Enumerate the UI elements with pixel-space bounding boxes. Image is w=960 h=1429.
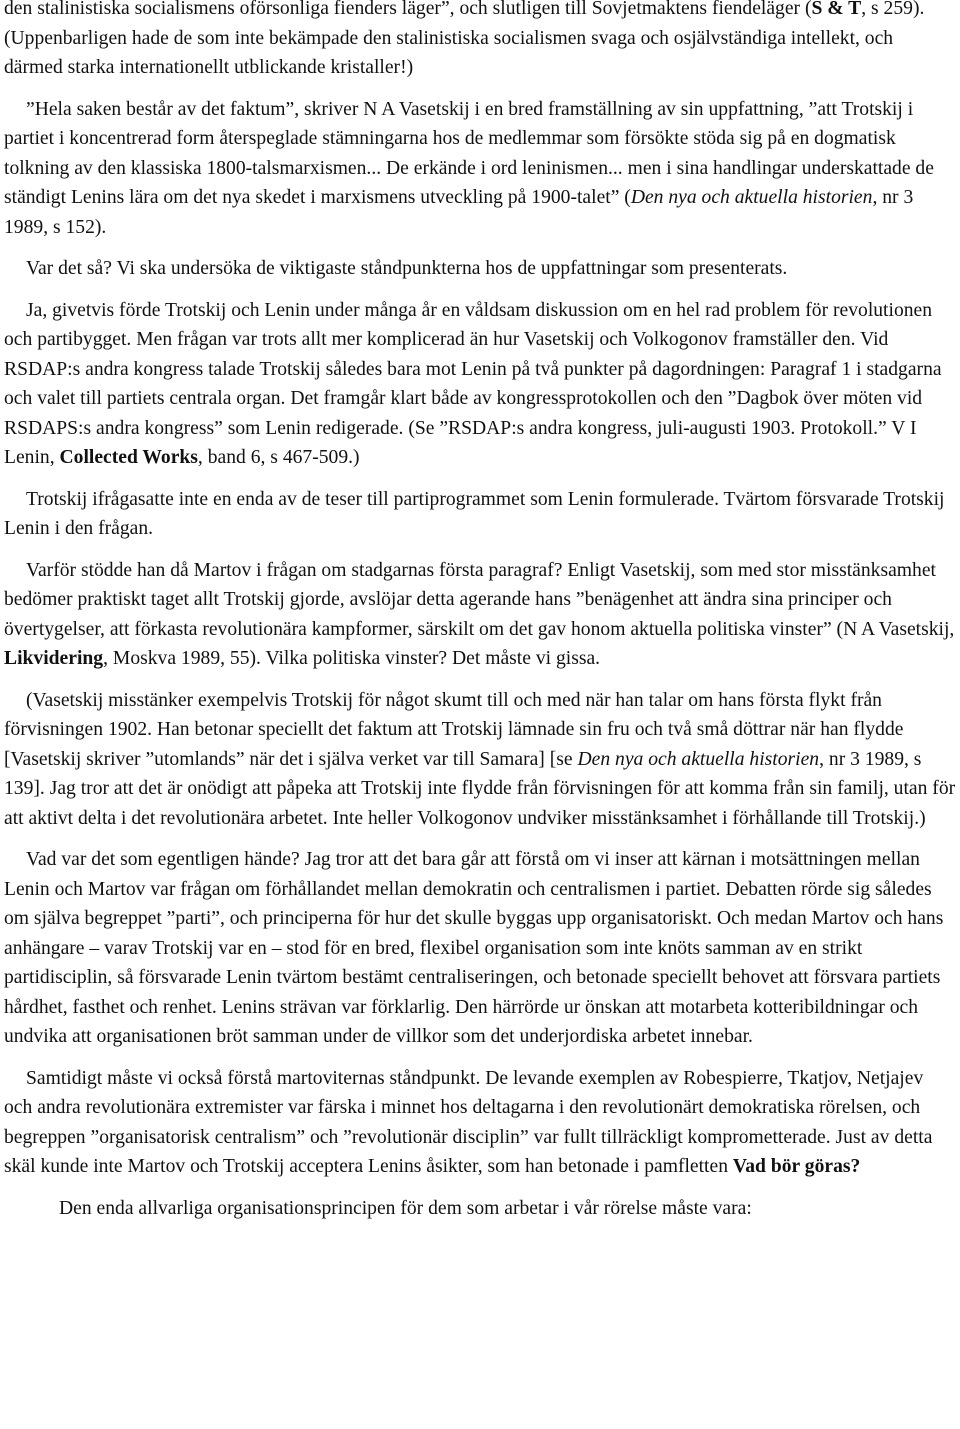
paragraph-congress [4,296,956,473]
paragraph-continuation [4,0,956,83]
text-run: , Moskva 1989, 55). Vilka politiska vinster? Det måste vi gissa. [103,648,601,669]
paragraph-what-happened [4,845,956,1052]
text-run: ”Hela saken består av det faktum”, skriver N A Vasetskij i en bred framställning av sin uppfattning, ”att Trotskij i partiet i koncentrerad form återspeglade stämningarna hos de medlemmar som försökte stöda sig på en dogmatisk tolkning av den klassiska 1800-talsmarxismen... De erkände i ord leninismen... men i sina handlingar underskattade de ständigt Lenins lära om det nya skedet i marxismens utveckling på 1900-talet” ( [4,98,934,208]
text-run: , nr 3 1989, s 139]. Jag tror att det är onödigt att påpeka att Trotskij inte flydde från förvisningen för att komma från sin familj, utan för att aktivt delta i det revolutionära arbetet. Inte heller Volkogonov undviker misstänksamhet i förhållande till Trotskij.) [4,748,956,829]
bold-pamphlet-title: Vad bör göras? [732,1156,861,1177]
text-run: den stalinistiska socialismens oförsonliga fienders läger”, och slutligen till Sovjetmaktens fiendeläger ( [4,0,812,19]
bold-source-abbrev: S & T [811,0,862,19]
paragraph-vasetskij-quote [4,95,956,243]
text-run: Ja, givetvis förde Trotskij och Lenin under många år en våldsam diskussion om en hel rad problem för revolutionen och partibygget. Men frågan var trots allt mer komplicerad än hur Vasetskij och Volkogonov framställer den. Vid RSDAP:s andra kongress talade Trotskij således bara mot Lenin på två punkter på dagordningen: Paragraf 1 i stadgarna och valet till partiets centrala organ. Det framgår klart både av kongressprotokollen och den ”Dagbok över möten vid RSDAPS:s andra kongress” som Lenin redigerade. (Se ”RSDAP:s andra kongress, juli-augusti 1903. Protokoll.” V I Lenin, [4,299,942,468]
bold-book-title: Likvidering [4,648,104,669]
italic-journal-title: Den nya och aktuella historien [577,748,820,770]
text-run: , s 259). (Uppenbarligen hade de som inte bekämpade den stalinistiska socialismen svaga och osjälvständiga intellekt, och därmed starka internationellt utblickande kristaller!) [4,0,925,78]
text-run: Var det så? Vi ska undersöka de viktigaste ståndpunkterna hos de uppfattningar som presenterats. [26,258,788,279]
text-run: , band 6, s 467-509.) [197,447,360,468]
text-run: Trotskij ifrågasatte inte en enda av de teser till partiprogrammet som Lenin formulerade. Tvärtom försvarade Trotskij Lenin i den frågan. [4,488,945,539]
text-run: , nr 3 1989, s 152). [4,187,914,238]
document-page [4,0,956,1223]
paragraph-escape-1902 [4,686,956,834]
paragraph-question [4,254,956,284]
paragraph-martov-support [4,556,956,674]
paragraph-principle [4,1194,956,1224]
text-run: Vad var det som egentligen hände? Jag tror att det bara går att förstå om vi inser att kärnan i motsättningen mellan Lenin och Martov var frågan om förhållandet mellan demokratin och centralismen i partiet. Debatten rörde sig således om själva begreppet ”parti”, och principerna för hur det skulle byggas upp organisatoriskt. Och medan Martov och hans anhängare – varav Trotskij var en – stod för en bred, flexibel organisation som inte knöts samman av en strikt partidisciplin, så försvarade Lenin tvärtom bestämt centraliseringen, och betonade speciellt behovet att försvara partiets hårdhet, fasthet och renhet. Lenins strävan var förklarlig. Den härrörde ur önskan att motarbeta kotteribildningar och undvika att organisationen bröt samman under de villkor som det underjordiska arbetet innebar. [4,849,944,1047]
text-run: Samtidigt måste vi också förstå martoviternas ståndpunkt. De levande exemplen av Robespierre, Tkatjov, Netjajev och andra revolutionära extremister var färska i minnet hos deltagarna i den revolutionärt demokratiska rörelsen, och begreppen ”organisatorisk centralism” och ”revolutionär disciplin” var fullt tillräckligt komprometterade. Just av detta skäl kunde inte Martov och Trotskij acceptera Lenins åsikter, som han betonade i pamfletten [4,1067,933,1177]
italic-journal-title: Den nya och aktuella historien [630,187,873,208]
bold-book-title: Collected Works [59,447,198,468]
text-run: Den enda allvarliga organisationsprincipen för dem som arbetar i vår rörelse måste vara: [59,1197,752,1219]
paragraph-martovites [4,1064,956,1182]
text-run: Varför stödde han då Martov i frågan om stadgarnas första paragraf? Enligt Vasetskij, som med stor misstänksamhet bedömer praktiskt taget allt Trotskij gjorde, avslöjar detta agerande hans ”benägenhet att ändra sina principer och övertygelser, att förkasta revolutionära kampformer, särskilt om det gav honom aktuella politiska vinster” (N A Vasetskij, [4,559,955,640]
paragraph-program-theses [4,485,956,544]
text-run: (Vasetskij misstänker exempelvis Trotskij för något skumt till och med när han talar om hans första flykt från förvisningen 1902. Han betonar speciellt det faktum att Trotskij lämnade sin fru och två små döttrar när han flydde [Vasetskij skriver ”utomlands” när det i själva verket var till Samara] [se [4,689,904,770]
